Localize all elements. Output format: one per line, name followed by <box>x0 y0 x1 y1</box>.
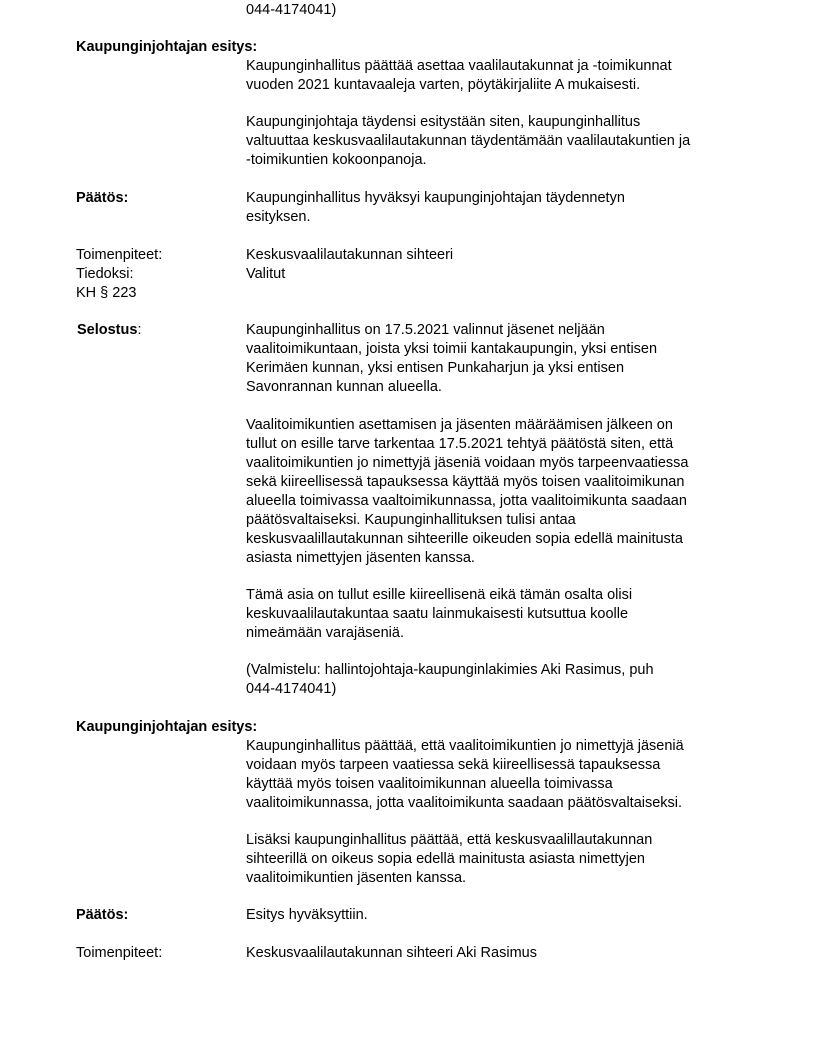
info-label: Tiedoksi: <box>76 266 134 282</box>
decision-text-line: esityksen. <box>246 209 311 225</box>
proposal-text-line: Lisäksi kaupunginhallitus päättää, että keskusvaalillautakunnan <box>246 832 653 848</box>
actions-text: Keskusvaalilautakunnan sihteeri <box>246 247 454 263</box>
description-text-line: asiasta nimettyjen jäsenten kanssa. <box>246 550 475 566</box>
preparation-note-line: 044-4174041) <box>246 681 337 697</box>
proposal-text-line: -toimikuntien kokoonpanoja. <box>246 152 427 168</box>
description-text-line: keskuvaalilautakuntaa saatu lainmukaisesti kutsuttua koolle <box>246 606 629 622</box>
description-text-line: päätösvaltaiseksi. Kaupunginhallituksen tulisi antaa <box>246 512 576 528</box>
description-text-line: vaalitoimikuntaan, joista yksi toimii kantakaupungin, yksi entisen <box>246 341 658 357</box>
proposal-text-line: valtuuttaa keskusvaalilautakunnan täydentämään vaalilautakuntien ja <box>246 133 691 149</box>
proposal-label: Kaupunginjohtajan esitys: <box>76 719 258 735</box>
description-text-line: Savonrannan kunnan alueella. <box>246 379 442 395</box>
description-text-line: Kerimäen kunnan, yksi entisen Punkaharjun ja yksi entisen <box>246 360 625 376</box>
description-text-line: Tämä asia on tullut esille kiireellisenä eikä tämän osalta olisi <box>246 587 633 603</box>
description-label <box>77 321 141 340</box>
proposal-label: Kaupunginjohtajan esitys: <box>76 39 258 55</box>
description-text-line: Vaalitoimikuntien asettamisen ja jäsenten määräämisen jälkeen on <box>246 417 673 433</box>
proposal-text-line: käyttää myös toisen vaalitoimikunnan alueella toimivassa <box>246 776 613 792</box>
description-text-line: nimeämään varajäseniä. <box>246 625 404 641</box>
actions-label: Toimenpiteet: <box>76 247 163 263</box>
proposal-text-line: vaalitoimikunnassa, jotta vaalitoimikunta saadaan päätösvaltaiseksi. <box>246 795 683 811</box>
description-text-line: alueella toimivassa vaaltoimikunnassa, jotta vaalitoimikunta saadaan <box>246 493 687 509</box>
info-text: Valitut <box>246 266 286 282</box>
decision-label: Päätös: <box>76 907 129 923</box>
prep-tail: 044-4174041) <box>246 2 337 18</box>
proposal-text-line: sihteerillä on oikeus sopia edellä mainitusta asiasta nimettyjen <box>246 851 645 867</box>
description-text-line: keskusvaalillautakunnan sihteerille oikeuden sopia edellä mainitusta <box>246 531 683 547</box>
description-text-line: tullut on esille tarve tarkentaa 17.5.2021 tehtyä päätöstä siten, että <box>246 436 674 452</box>
proposal-text-line: vaalitoimikuntien jäsenten kanssa. <box>246 870 467 886</box>
proposal-text-line: vuoden 2021 kuntavaaleja varten, pöytäkirjaliite A mukaisesti. <box>246 77 641 93</box>
description-label-text: Selostus <box>77 322 138 338</box>
proposal-text-line: Kaupunginhallitus päättää asettaa vaalilautakunnat ja -toimikunnat <box>246 58 672 74</box>
decision-text-line: Kaupunginhallitus hyväksyi kaupunginjohtajan täydennetyn <box>246 190 625 206</box>
reference-number: KH § 223 <box>76 285 137 301</box>
actions-label: Toimenpiteet: <box>76 945 163 961</box>
proposal-text-line: Kaupunginjohtaja täydensi esitystään siten, kaupunginhallitus <box>246 114 641 130</box>
description-text-line: vaalitoimikuntien jo nimettyjä jäseniä voidaan myös tarpeenvaatiessa <box>246 455 689 471</box>
description-label-colon: : <box>137 322 142 338</box>
decision-text: Esitys hyväksyttiin. <box>246 907 368 923</box>
decision-label: Päätös: <box>76 190 129 206</box>
proposal-text-line: voidaan myös tarpeen vaatiessa sekä kiireellisessä tapauksessa <box>246 757 661 773</box>
proposal-text-line: Kaupunginhallitus päättää, että vaalitoimikuntien jo nimettyjä jäseniä <box>246 738 684 754</box>
description-text-line: sekä kiireellisessä tapauksessa käyttää myös toisen vaalitoimikunan <box>246 474 685 490</box>
description-text-line: Kaupunginhallitus on 17.5.2021 valinnut jäsenet neljään <box>246 322 605 338</box>
actions-text: Keskusvaalilautakunnan sihteeri Aki Rasimus <box>246 945 537 961</box>
preparation-note-line: (Valmistelu: hallintojohtaja-kaupunginlakimies Aki Rasimus, puh <box>246 662 654 678</box>
